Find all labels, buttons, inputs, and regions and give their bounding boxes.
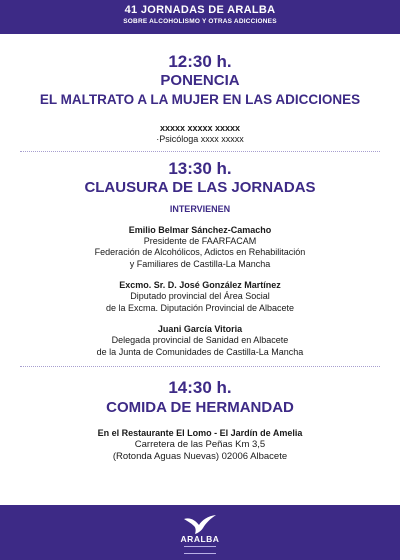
speaker-line: de la Excma. Diputación Provincial de Albacete bbox=[105, 302, 295, 313]
venue-address: Carretera de las Peñas Km 3,5 bbox=[134, 439, 266, 450]
speaker-name: Emilio Belmar Sánchez-Camacho bbox=[128, 224, 272, 235]
session1-subtitle: EL MALTRATO A LA MUJER EN LAS ADICCIONES bbox=[39, 92, 361, 107]
speaker-line: y Familiares de Castilla-La Mancha bbox=[129, 258, 271, 269]
session2-label: INTERVIENEN bbox=[169, 203, 231, 214]
speaker-line: Federación de Alcohólicos, Adictos en Rehabilitación bbox=[94, 247, 306, 257]
speaker-name: Juani García Vitoria bbox=[157, 324, 243, 334]
logo-text: ARALBA bbox=[180, 534, 220, 544]
venue-name: En el Restaurante El Lomo - El Jardín de Amelia bbox=[97, 428, 303, 438]
session1-speaker-name: xxxxx xxxxx xxxxx bbox=[159, 123, 241, 133]
speaker-line: Delegada provincial de Sanidad en Albacete bbox=[111, 335, 289, 345]
speaker-line: de la Junta de Comunidades de Castilla-La Mancha bbox=[96, 346, 304, 357]
speaker-line: Presidente de FAARFACAM bbox=[143, 235, 257, 246]
session1-time: 12:30 h. bbox=[168, 52, 232, 71]
session1-title: PONENCIA bbox=[160, 72, 240, 89]
event-subtitle: SOBRE ALCOHOLISMO Y OTRAS ADICCIONES bbox=[123, 18, 277, 25]
bird-icon bbox=[182, 513, 218, 535]
event-title: 41 JORNADAS DE ARALBA bbox=[124, 4, 276, 16]
logo-underline bbox=[184, 546, 216, 554]
session2-time: 13:30 h. bbox=[168, 158, 232, 178]
header-banner bbox=[0, 0, 400, 34]
program-content bbox=[0, 34, 400, 463]
footer-banner bbox=[0, 505, 400, 560]
session3-title: COMIDA DE HERMANDAD bbox=[106, 399, 294, 416]
session1-speaker-role: ·Psicóloga xxxx xxxxx bbox=[156, 134, 244, 144]
speaker-line: Diputado provincial del Área Social bbox=[130, 291, 270, 301]
session2-title: CLAUSURA DE LAS JORNADAS bbox=[84, 178, 316, 196]
session3-time: 14:30 h. bbox=[168, 378, 232, 397]
speaker-name: Excmo. Sr. D. José González Martínez bbox=[119, 280, 281, 290]
venue-address: (Rotonda Aguas Nuevas) 02006 Albacete bbox=[112, 451, 288, 462]
